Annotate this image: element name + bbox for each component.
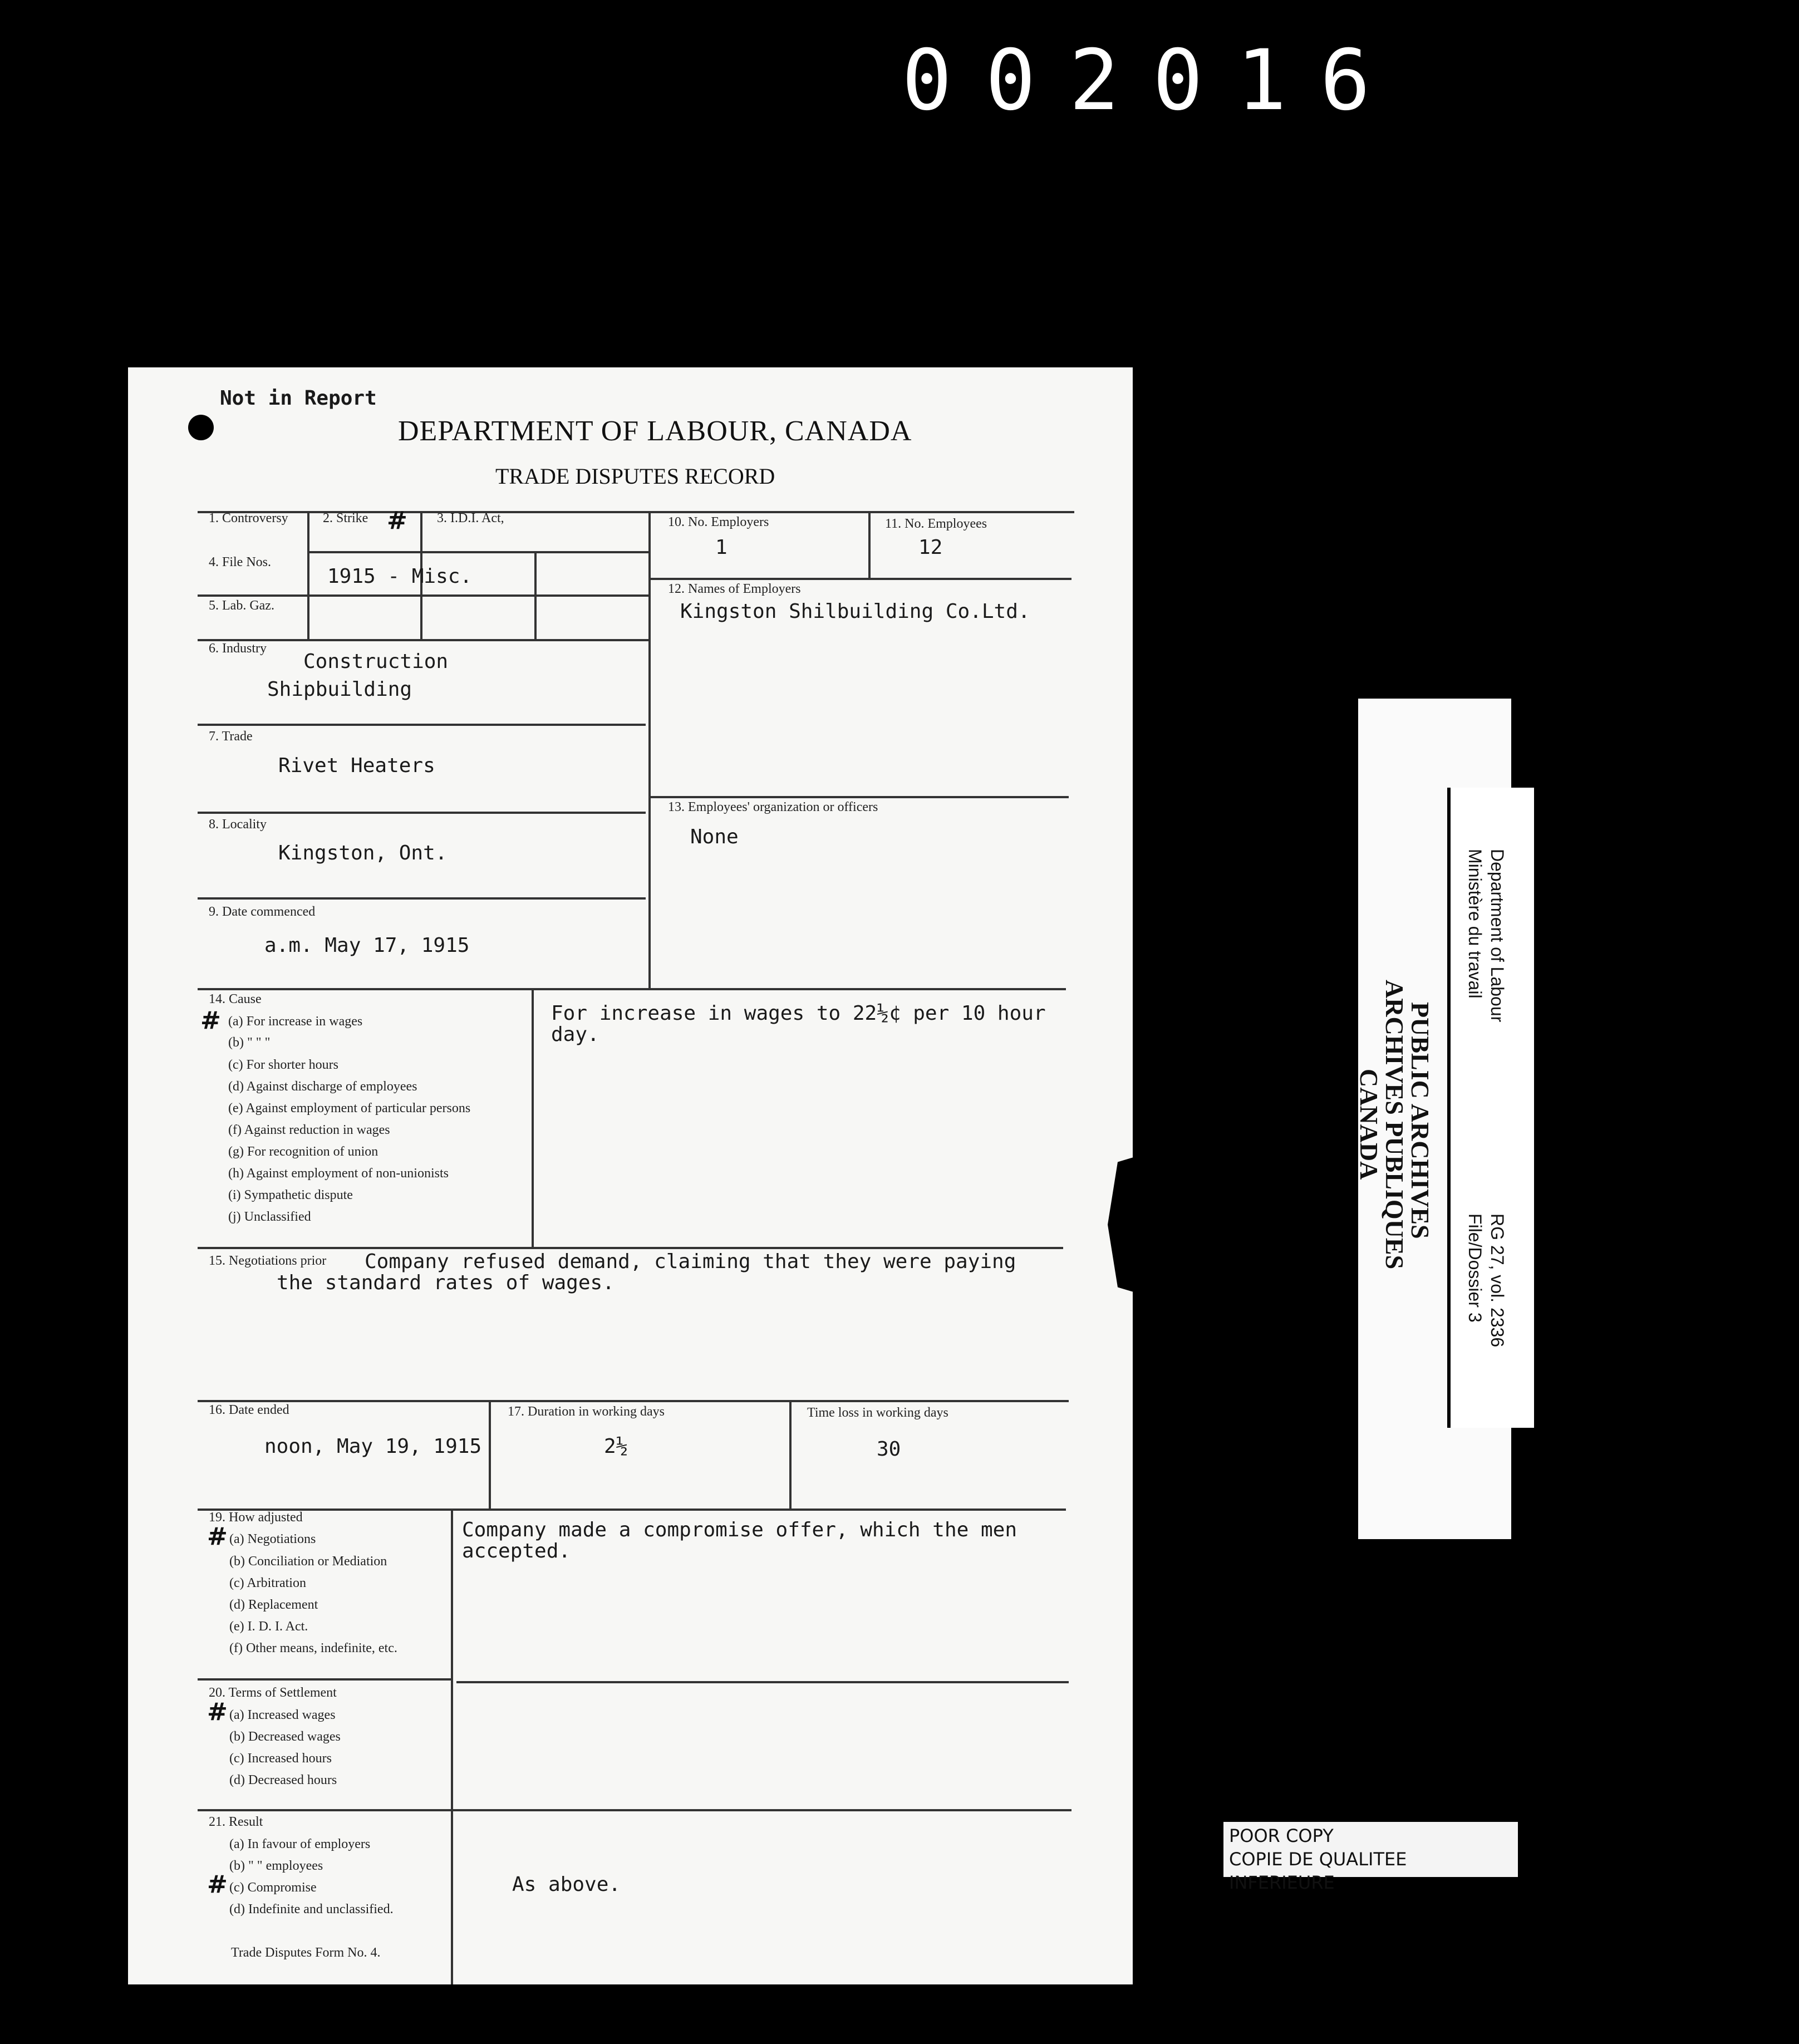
no-employers-value: 1 xyxy=(715,536,728,559)
archive-archives-publiques: ARCHIVES PUBLIQUES xyxy=(1380,980,1409,1270)
cause-option-g: (g) For recognition of union xyxy=(228,1144,379,1159)
cause-option-h: (h) Against employment of non-unionists xyxy=(228,1166,449,1181)
terms-mark: # xyxy=(207,1698,228,1726)
how-adjusted-option-e: (e) I. D. I. Act. xyxy=(229,1619,308,1634)
names-employers-value: Kingston Shilbuilding Co.Ltd. xyxy=(680,600,1030,623)
cause-option-d: (d) Against discharge of employees xyxy=(228,1079,417,1094)
controversy-label: 1. Controversy xyxy=(209,511,288,525)
negotiations-value-line2: the standard rates of wages. xyxy=(277,1271,615,1294)
date-commenced-value: a.m. May 17, 1915 xyxy=(264,934,470,957)
strike-mark: # xyxy=(387,507,407,535)
file-nos-value: 1915 - Misc. xyxy=(327,565,473,588)
cause-option-c: (c) For shorter hours xyxy=(228,1058,338,1072)
date-ended-label: 16. Date ended xyxy=(209,1403,289,1417)
negotiations-label: 15. Negotiations prior xyxy=(209,1254,327,1268)
cause-option-f: (f) Against reduction in wages xyxy=(228,1123,390,1137)
industry-value-construction: Construction xyxy=(303,650,449,673)
terms-option-a: (a) Increased wages xyxy=(229,1708,336,1722)
how-adjusted-value-line1: Company made a compromise offer, which the men xyxy=(462,1519,1017,1541)
form-number: Trade Disputes Form No. 4. xyxy=(231,1945,381,1960)
employees-org-label: 13. Employees' organization or officers xyxy=(668,800,878,814)
page-subtitle: TRADE DISPUTES RECORD xyxy=(495,464,775,489)
archive-public-archives: PUBLIC ARCHIVES xyxy=(1406,1002,1434,1239)
date-ended-value: noon, May 19, 1915 xyxy=(264,1435,482,1458)
result-mark: # xyxy=(207,1870,228,1899)
how-adjusted-option-f: (f) Other means, indefinite, etc. xyxy=(229,1641,397,1655)
result-option-b: (b) " " employees xyxy=(229,1859,323,1873)
no-employers-label: 10. No. Employers xyxy=(668,515,769,529)
terms-option-c: (c) Increased hours xyxy=(229,1751,332,1766)
file-nos-label: 4. File Nos. xyxy=(209,555,272,569)
industry-value-shipbuilding: Shipbuilding xyxy=(267,678,412,701)
no-employees-label: 11. No. Employees xyxy=(885,517,987,531)
locality-label: 8. Locality xyxy=(209,817,267,832)
lab-gaz-label: 5. Lab. Gaz. xyxy=(209,598,274,613)
strike-label: 2. Strike xyxy=(323,511,368,525)
duration-value: 2½ xyxy=(604,1435,628,1458)
how-adjusted-mark: # xyxy=(207,1522,228,1551)
poor-copy-fr: COPIE DE QUALITEE INFERIEURE xyxy=(1229,1849,1407,1893)
how-adjusted-option-a: (a) Negotiations xyxy=(229,1532,316,1546)
how-adjusted-value-line2: accepted. xyxy=(462,1540,571,1563)
archive-dept-en: Department of Labour xyxy=(1487,849,1507,1023)
cause-option-a: (a) For increase in wages xyxy=(228,1014,363,1029)
page-title: DEPARTMENT OF LABOUR, CANADA xyxy=(398,415,912,447)
result-label: 21. Result xyxy=(209,1815,263,1829)
cause-option-i: (i) Sympathetic dispute xyxy=(228,1188,353,1202)
archive-dept-fr: Ministère du travail xyxy=(1465,849,1485,999)
industry-label: 6. Industry xyxy=(209,641,267,656)
archive-file-dossier: File/Dossier 3 xyxy=(1465,1213,1485,1323)
how-adjusted-option-c: (c) Arbitration xyxy=(229,1576,306,1590)
frame-number: 002016 xyxy=(902,32,1404,129)
cause-option-j: (j) Unclassified xyxy=(228,1210,311,1224)
time-loss-label: Time loss in working days xyxy=(807,1406,948,1420)
trade-label: 7. Trade xyxy=(209,729,253,744)
archive-rg-volume: RG 27, vol. 2336 xyxy=(1487,1213,1507,1348)
negotiations-value-line1: Company refused demand, claiming that they were paying xyxy=(365,1250,1016,1273)
cause-option-b: (b) " " " xyxy=(228,1035,271,1050)
cause-option-e: (e) Against employment of particular persons xyxy=(228,1101,471,1116)
date-commenced-label: 9. Date commenced xyxy=(209,905,316,919)
names-employers-label: 12. Names of Employers xyxy=(668,582,801,596)
time-loss-value: 30 xyxy=(877,1438,901,1461)
cause-value-line1: For increase in wages to 22½¢ per 10 hour xyxy=(551,1002,1046,1025)
duration-label: 17. Duration in working days xyxy=(508,1404,665,1419)
result-option-c: (c) Compromise xyxy=(229,1880,317,1895)
note-not-in-report: Not in Report xyxy=(220,387,377,410)
cause-label: 14. Cause xyxy=(209,992,262,1006)
poor-copy-stamp xyxy=(1222,1820,1520,1893)
how-adjusted-label: 19. How adjusted xyxy=(209,1510,303,1525)
archive-canada: CANADA xyxy=(1355,1069,1383,1180)
poor-copy-en: POOR COPY xyxy=(1229,1825,1334,1846)
result-option-a: (a) In favour of employers xyxy=(229,1837,371,1851)
locality-value: Kingston, Ont. xyxy=(278,842,448,864)
how-adjusted-option-b: (b) Conciliation or Mediation xyxy=(229,1554,387,1569)
cause-value-line2: day. xyxy=(551,1023,599,1046)
punch-hole xyxy=(188,415,214,440)
idi-act-label: 3. I.D.I. Act, xyxy=(437,511,504,525)
terms-label: 20. Terms of Settlement xyxy=(209,1686,337,1700)
employees-org-value: None xyxy=(690,826,739,848)
trade-value: Rivet Heaters xyxy=(278,754,435,777)
result-value: As above. xyxy=(512,1873,621,1896)
terms-option-b: (b) Decreased wages xyxy=(229,1729,341,1744)
no-employees-value: 12 xyxy=(918,536,943,559)
result-option-d: (d) Indefinite and unclassified. xyxy=(229,1902,394,1917)
how-adjusted-option-d: (d) Replacement xyxy=(229,1598,318,1612)
cause-mark: # xyxy=(200,1006,221,1035)
terms-option-d: (d) Decreased hours xyxy=(229,1773,337,1787)
